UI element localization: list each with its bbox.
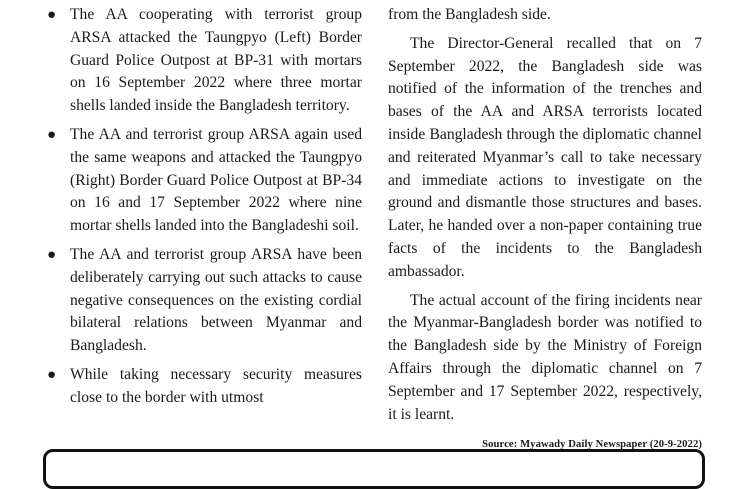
left-column [46, 0, 362, 412]
paragraph-director-general: The Director-General recalled that on 7 September 2022, the Bangladesh side was notified of the information of the trenches and bases of the AA and ARSA terrorists located inside Bangladesh through the diplomatic channel and reiterated Myanmar’s call to take necessary and immediate actions to investigate on the ground and dismantle those structures and bases. Later, he handed over a non-paper containing true facts of the incidents to the Bangladesh ambassador. [388, 34, 702, 280]
bullet-text: The AA cooperating with terrorist group ARSA attacked the Taungpyo (Left) Border Guard Police Outpost at BP-31 with mortars on 16 September 2022 where three mortar shells landed inside the Bangladesh territory. [70, 6, 362, 115]
bottom-frame-box [43, 449, 705, 489]
bullet-item [46, 124, 362, 238]
bullet-list [46, 4, 362, 410]
bullet-dot-icon: ● [47, 126, 57, 143]
bullet-dot-icon: ● [47, 366, 57, 383]
bullet-dot-icon: ● [47, 7, 57, 23]
bullet-dot-icon: ● [47, 246, 57, 263]
source-citation: Source: Myawady Daily Newspaper (20-9-2022) [482, 439, 702, 451]
bullet-item [46, 4, 362, 118]
bullet-item [46, 364, 362, 410]
continued-line: from the Bangladesh side. [388, 6, 551, 23]
bullet-text: While taking necessary security measures close to the border with utmost [70, 365, 362, 406]
bullet-text: The AA and terrorist group ARSA again used the same weapons and attacked the Taungpyo (Right) Border Guard Police Outpost at BP-34 on 16 and 17 September 2022 where nine mortar shells landed into the Bangladeshi soil. [70, 125, 362, 235]
paragraph-actual-account: The actual account of the firing incidents near the Myanmar-Bangladesh border was notified to the Bangladesh side by the Ministry of Foreign Affairs through the diplomatic channel on 7 September and 17 September 2022, respectively, it is learnt. [388, 291, 702, 423]
bullet-text: The AA and terrorist group ARSA have been deliberately carrying out such attacks to cause negative consequences on the existing cordial bilateral relations between Myanmar and Bangladesh. [70, 245, 362, 355]
bullet-item [46, 244, 362, 358]
right-column [388, 0, 702, 453]
